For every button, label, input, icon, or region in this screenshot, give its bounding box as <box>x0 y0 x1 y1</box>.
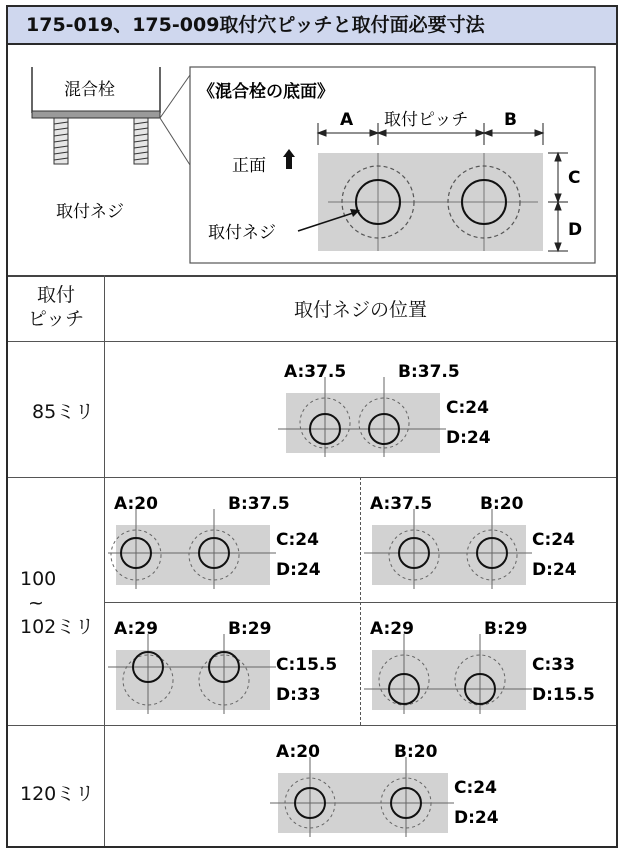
dim-d-label: D <box>568 220 583 240</box>
dim-d-value: D:24 <box>454 808 499 828</box>
dim-a-value: A:37.5 <box>284 362 347 382</box>
dim-c-value: C:15.5 <box>276 655 338 675</box>
bottom-view-title: 《混合栓の底面》 <box>198 82 334 102</box>
dim-b-value: B:37.5 <box>398 362 460 382</box>
hole-diagram-100-c33 <box>364 606 614 724</box>
dim-a-value: A:29 <box>370 619 414 639</box>
dim-c-label: C <box>568 168 581 188</box>
mounting-plate <box>116 525 270 585</box>
row-label-100-102: 100 ~ 102ミリ <box>20 568 95 638</box>
row-label-120: 120ミリ <box>20 783 95 805</box>
dim-d-value: D:24 <box>276 560 321 580</box>
dim-a-value: A:20 <box>276 742 320 762</box>
dim-c-value: C:33 <box>532 655 575 675</box>
dim-a-value: A:29 <box>114 619 158 639</box>
dim-c-value: C:24 <box>446 398 489 418</box>
dim-b-value: B:29 <box>484 619 528 639</box>
dim-d-value: D:15.5 <box>532 685 595 705</box>
dim-b-value: B:29 <box>228 619 272 639</box>
screw-stud-right <box>134 118 148 164</box>
col-header-screw-position: 取付ネジの位置 <box>293 299 427 321</box>
dim-c-value: C:24 <box>276 530 319 550</box>
faucet-label: 混合栓 <box>64 80 115 100</box>
dim-d-value: D:33 <box>276 685 321 705</box>
dim-d-value: D:24 <box>532 560 577 580</box>
dim-c-value: C:24 <box>454 778 497 798</box>
row-label-85: 85ミリ <box>32 401 95 423</box>
hole-diagram-100-c155 <box>108 606 358 724</box>
dim-b-value: B:20 <box>480 494 524 514</box>
front-label: 正面 <box>232 156 266 176</box>
dim-b-value: B:20 <box>394 742 438 762</box>
screw-callout-label: 取付ネジ <box>208 223 276 243</box>
hole-diagram-120 <box>270 729 520 847</box>
hole-diagram-100-a375 <box>364 481 614 599</box>
col-header-pitch: 取付 ピッチ <box>27 284 85 330</box>
mounting-plate <box>372 525 526 585</box>
screw-label: 取付ネジ <box>56 202 124 222</box>
dim-b-value: B:37.5 <box>228 494 290 514</box>
screw-stud-left <box>54 118 68 164</box>
intro-illustration <box>8 45 616 277</box>
hole-diagram-100-a20 <box>108 481 358 599</box>
hole-diagram-85 <box>278 349 528 471</box>
dim-b-label: B <box>504 110 517 130</box>
dim-a-label: A <box>340 110 354 130</box>
dim-a-value: A:37.5 <box>370 494 433 514</box>
pitch-label: 取付ピッチ <box>384 110 469 130</box>
dim-a-value: A:20 <box>114 494 158 514</box>
dim-c-value: C:24 <box>532 530 575 550</box>
mounting-plate <box>286 393 440 453</box>
dimension-figure <box>6 5 618 848</box>
figure-title: 175-019、175-009取付穴ピッチと取付面必要寸法 <box>8 7 616 45</box>
dim-d-value: D:24 <box>446 428 491 448</box>
